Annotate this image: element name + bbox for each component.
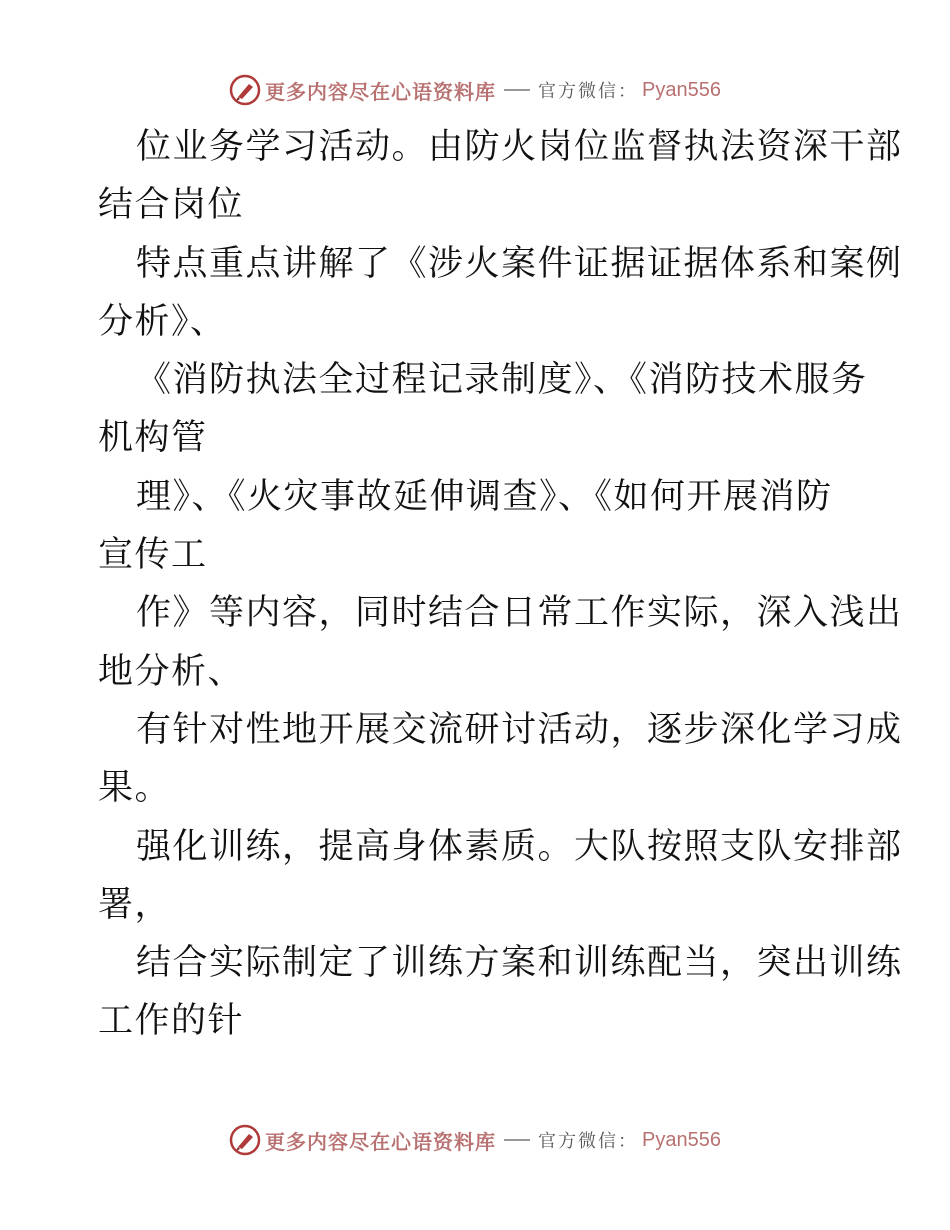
text-line: 有针对性地开展交流研讨活动，逐步深化学习成 (136, 709, 903, 750)
text-line: 位业务学习活动。由防火岗位监督执法资深干部 (136, 127, 903, 167)
text-line: 分析》、 (98, 301, 227, 342)
footer-wechat-label: 官方微信： (538, 1131, 639, 1152)
header-wechat-handle: Pyan556 (642, 78, 721, 101)
pen-nib-logo-icon (229, 1124, 261, 1156)
footer-brand (229, 1124, 721, 1156)
text-line: 果。 (98, 768, 172, 809)
document-body (98, 118, 903, 1051)
text-line: 结合岗位 (98, 185, 245, 226)
header-brand-text: 更多内容尽在心语资料库 (265, 79, 497, 104)
text-line: 《消防执法全过程记录制度》、《消防技术服务 (136, 360, 868, 401)
page-footer (0, 1120, 950, 1160)
footer-divider (504, 1139, 530, 1141)
text-line: 署， (98, 884, 172, 925)
text-line: 强化训练，提高身体素质。大队按照支队安排部 (136, 826, 903, 867)
header-brand (229, 74, 721, 106)
header-wechat-label: 官方微信： (538, 81, 639, 102)
footer-brand-text: 更多内容尽在心语资料库 (265, 1129, 497, 1154)
text-line: 理》、《火灾事故延伸调查》、《如何开展消防 (136, 476, 833, 517)
header-divider (504, 89, 530, 91)
text-line: 地分析、 (98, 651, 245, 692)
text-line: 机构管 (98, 418, 208, 459)
text-line: 结合实际制定了训练方案和训练配当，突出训练 (136, 943, 903, 984)
text-line: 特点重点讲解了《涉火案件证据证据体系和案例 (136, 243, 903, 284)
footer-wechat-handle: Pyan556 (642, 1128, 721, 1151)
text-line: 宣传工 (98, 535, 208, 576)
page-header (0, 70, 950, 110)
text-line: 工作的针 (98, 1001, 245, 1042)
text-line: 作》等内容，同时结合日常工作实际，深入浅出 (136, 593, 903, 634)
pen-nib-logo-icon (229, 74, 261, 106)
